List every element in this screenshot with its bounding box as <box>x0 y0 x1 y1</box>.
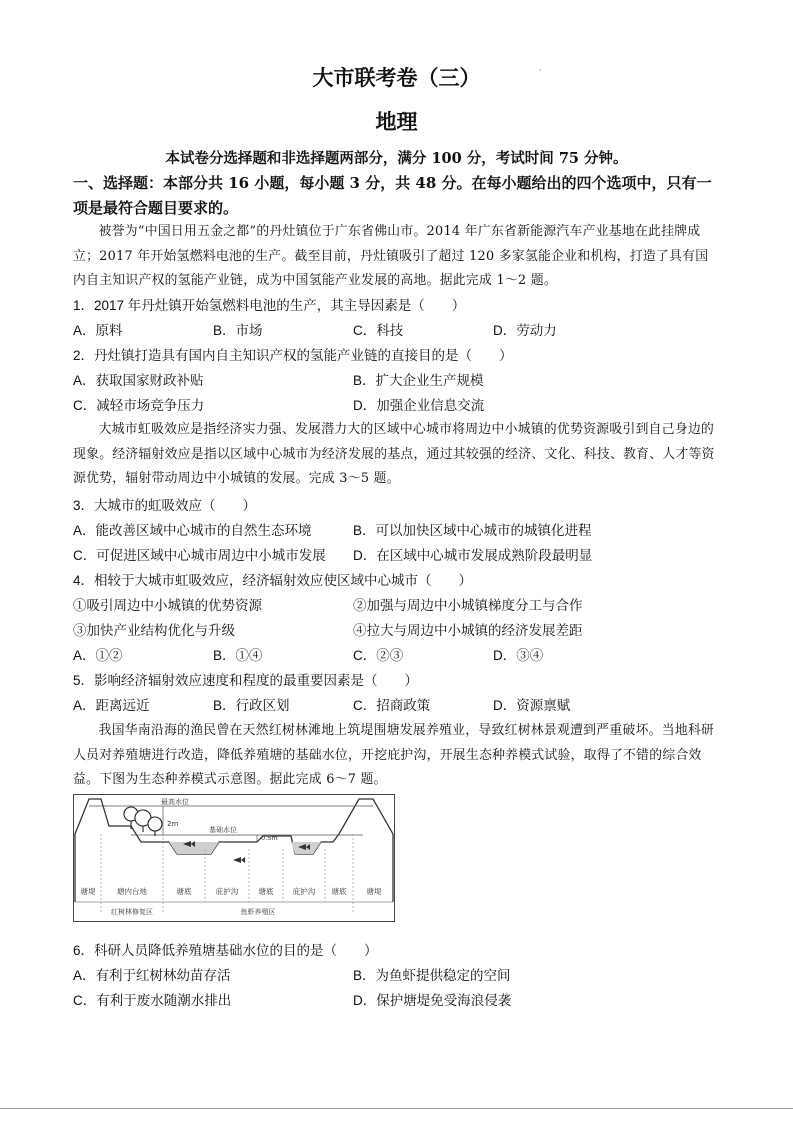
q4-option-d: D．③④ <box>493 648 544 663</box>
passage-3: 我国华南沿海的渔民曾在天然红树林滩地上筑堤围塘发展养殖业，导致红树林景观遭到严重破坏。当地科研人员对养殖塘进行改造，降低养殖塘的基础水位，开挖庇护沟，开展生态种养模式试验，取得了不错的综合效益。下图为生态种养模式示意图。据此完成 6～7 题。 <box>73 723 715 787</box>
q3-option-c: C．可促进区域中心城市周边中小城市发展 <box>73 548 326 563</box>
q6-option-c: C．有利于废水随潮水排出 <box>73 993 232 1008</box>
q4-statement-3: ③加快产业结构优化与升级 <box>73 623 235 638</box>
passage-1: 被誉为“中国日用五金之都”的丹灶镇位于广东省佛山市。2014 年广东省新能源汽车产业基地在此挂牌成立；2017 年开始氢燃料电池的生产。截至目前，丹灶镇吸引了超过 120 多家氢能企业和机构，打造了具有国内自主知识产权的氢能产业链，成为中国氢能产业发展的高地。据此完成 1～2 题。 <box>73 224 709 288</box>
q4-statement-2: ②加强与周边中小城镇梯度分工与合作 <box>353 598 583 613</box>
top-water-label: 最高水位 <box>161 798 189 806</box>
q4-statement-4: ④拉大与周边中小城镇的经济发展差距 <box>353 623 583 638</box>
q5-option-b: B．行政区划 <box>213 698 290 713</box>
label-pond-bottom-2: 塘底 <box>258 887 274 896</box>
label-pond-bottom-3: 塘底 <box>331 887 347 896</box>
label-dike-left: 塘堤 <box>80 887 96 896</box>
q2-option-d: D．加强企业信息交流 <box>353 398 485 413</box>
label-pond-bottom-1: 塘底 <box>176 887 192 896</box>
q5-option-a: A．距离远近 <box>73 698 150 713</box>
q1-option-c: C．科技 <box>353 323 404 338</box>
question-2-stem: 2．丹灶镇打造具有国内自主知识产权的氢能产业链的直接目的是（ ） <box>73 348 513 363</box>
q2-option-c: C．减轻市场竞争压力 <box>73 398 205 413</box>
label-shelter-ditch-2: 庇护沟 <box>292 887 316 896</box>
exam-title: 大市联考卷（三） <box>312 65 481 90</box>
question-3-stem: 3．大城市的虹吸效应（ ） <box>73 498 257 513</box>
question-5-stem: 5．影响经济辐射效应速度和程度的最重要因素是（ ） <box>73 673 419 688</box>
question-1-stem: 1．2017 年丹灶镇开始氢燃料电池的生产，其主导因素是（ ） <box>73 298 466 313</box>
q4-statement-1: ①吸引周边中小城镇的优势资源 <box>73 598 262 613</box>
q3-option-a: A．能改善区域中心城市的自然生态环境 <box>73 523 312 538</box>
q6-option-a: A．有利于红树林幼苗存活 <box>73 968 231 983</box>
section-heading: 一、选择题：本部分共 16 小题，每小题 3 分，共 48 分。在每小题给出的四个选项中，只有一项是最符合题目要求的。 <box>73 174 712 217</box>
label-shelter-ditch-1: 庇护沟 <box>215 887 239 896</box>
scan-speck: · <box>539 66 542 75</box>
figure-frame <box>74 795 395 922</box>
question-4-stem: 4．相较于大城市虹吸效应，经济辐射效应使区域中心城市（ ） <box>73 573 473 588</box>
base-water-label: 基础水位 <box>209 826 237 834</box>
q3-option-d: D．在区域中心城市发展成熟阶段最明显 <box>353 548 593 563</box>
question-6-stem: 6．科研人员降低养殖塘基础水位的目的是（ ） <box>73 943 378 958</box>
page-bottom-rule <box>0 1108 793 1109</box>
label-terrace: 塘内台地 <box>117 887 147 896</box>
height-label-2m: 2m <box>167 820 179 828</box>
q4-option-c: C．②③ <box>353 648 404 663</box>
exam-intro: 本试卷分选择题和非选择题两部分，满分 100 分，考试时间 75 分钟。 <box>165 150 628 167</box>
q5-option-d: D．资源禀赋 <box>493 698 571 713</box>
q4-option-a: A．①② <box>73 648 123 663</box>
q6-option-d: D．保护塘堤免受海浪侵袭 <box>353 993 512 1008</box>
label-dike-right: 塘堤 <box>366 887 382 896</box>
q1-option-d: D．劳动力 <box>493 323 557 338</box>
q6-option-b: B．为鱼虾提供稳定的空间 <box>353 968 511 983</box>
subject-title: 地理 <box>375 109 418 134</box>
q3-option-b: B．可以加快区域中心城市的城镇化进程 <box>353 523 592 538</box>
height-label-05m: 0.5m <box>261 834 278 842</box>
q2-option-b: B．扩大企业生产规模 <box>353 373 484 388</box>
q1-option-a: A．原料 <box>73 323 123 338</box>
q1-option-b: B．市场 <box>213 323 263 338</box>
eco-farming-diagram <box>73 794 395 922</box>
q5-option-c: C．招商政策 <box>353 698 431 713</box>
label-aquaculture-zone: 鱼虾养殖区 <box>240 908 276 916</box>
label-mangrove-zone: 红树林修复区 <box>111 908 153 916</box>
passage-2: 大城市虹吸效应是指经济实力强、发展潜力大的区域中心城市将周边中小城镇的优势资源吸引到自己身边的现象。经济辐射效应是指以区域中心城市为经济发展的基点，通过其较强的经济、文化、科技、教育、人才等资源优势，辐射带动周边中小城镇的发展。完成 3～5 题。 <box>73 422 715 486</box>
q4-option-b: B．①④ <box>213 648 263 663</box>
q2-option-a: A．获取国家财政补贴 <box>73 373 204 388</box>
